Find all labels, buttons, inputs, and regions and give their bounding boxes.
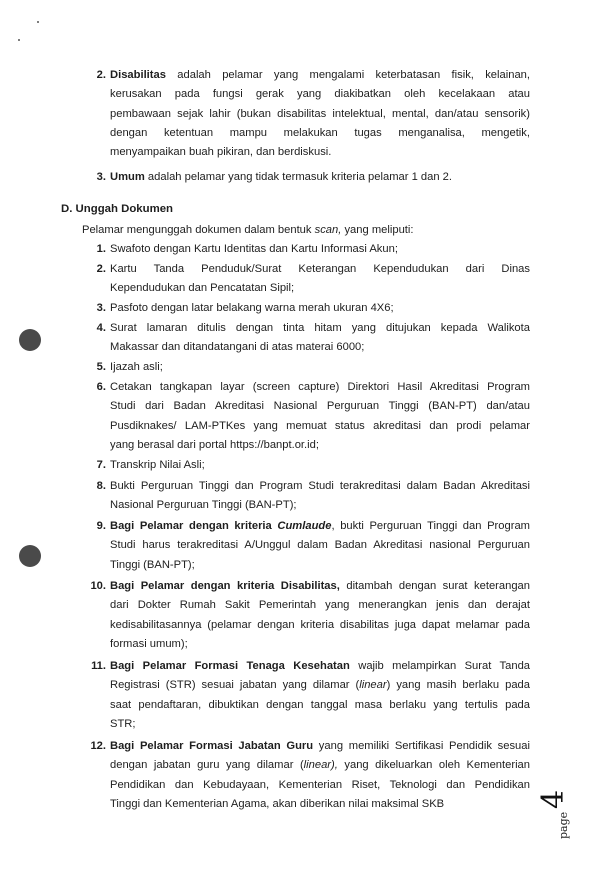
line-text: ditambah dengan surat keterangan <box>339 580 530 592</box>
italic-term: linear <box>359 679 387 692</box>
italic-term: linear), <box>303 759 338 772</box>
list-item-number: 10. <box>90 580 106 592</box>
list-item-line <box>110 579 530 593</box>
list-item-number: 4. <box>96 322 106 334</box>
line-text-after: yang dikeluarkan oleh Kementerian <box>337 759 530 772</box>
line-text: Swafoto dengan Kartu Identitas dan Kartu Informasi Akun; <box>110 243 398 255</box>
line-text: wajib melampirkan Surat Tanda <box>349 660 531 672</box>
section-intro <box>82 223 414 237</box>
line-text: Registrasi (STR) sesuai jabatan yang dilamar ( <box>110 679 360 692</box>
bold-italic-term: Cumlaude <box>277 520 332 532</box>
line-text: Tinggi (BAN-PT); <box>110 558 195 571</box>
list-item-line <box>110 170 452 184</box>
list-item-line <box>110 438 319 452</box>
line-text: kedisabilitasannya (pelamar dengan kriteria disabilitas juga dapat melamar pada <box>110 618 530 631</box>
list-item-line <box>110 758 530 772</box>
list-item-line <box>110 458 205 472</box>
list-item-line <box>110 659 530 673</box>
list-item-line <box>110 479 530 493</box>
punch-hole-bottom <box>19 545 41 567</box>
list-item-number: 8. <box>96 480 106 492</box>
list-item-line <box>110 360 163 374</box>
line-text: , bukti Perguruan Tinggi dan Program <box>331 520 530 532</box>
list-item-line <box>110 519 530 533</box>
line-text: Bukti Perguruan Tinggi dan Program Studi terakreditasi dalam Badan Akreditasi <box>110 480 530 492</box>
list-item-line <box>110 68 530 82</box>
list-item-number: 9. <box>96 520 106 532</box>
scan-speck <box>18 39 20 41</box>
list-item-line <box>110 717 135 731</box>
line-text: dari Dokter Rumah Sakit Pemerintah yang menerangkan jenis dan derajat <box>110 599 530 612</box>
list-item-line <box>110 380 530 394</box>
list-item-line <box>110 558 195 572</box>
line-text: formasi umum); <box>110 637 188 650</box>
line-text: dengan jabatan guru yang dilamar ( <box>110 759 304 772</box>
list-item-number: 12. <box>90 740 106 752</box>
bold-term: Bagi Pelamar Formasi Tenaga Kesehatan <box>110 660 350 672</box>
list-item-number: 6. <box>96 381 106 393</box>
line-text: Surat lamaran ditulis dengan tinta hitam yang ditujukan kepada Walikota <box>110 322 530 334</box>
page-marker-number: 4 <box>536 789 571 809</box>
list-item-line <box>110 340 364 354</box>
line-text-after: ) yang masih berlaku pada <box>386 679 530 692</box>
list-item-line <box>110 618 530 632</box>
scan-speck <box>37 21 39 23</box>
line-text: Kependudukan dan Pencatatan Sipil; <box>110 282 295 295</box>
list-item-line <box>110 87 530 101</box>
list-item-line <box>110 321 530 335</box>
list-item-line <box>110 301 394 315</box>
line-text: Studi dari Badan Akreditasi Nasional Perguruan Tinggi (BAN-PT) dan/atau <box>110 400 530 413</box>
list-item-number: 1. <box>96 243 106 255</box>
line-text: STR; <box>110 717 136 730</box>
bold-term: Umum <box>110 171 145 183</box>
list-item-line <box>110 678 530 692</box>
bold-term: Bagi Pelamar dengan kriteria Disabilitas, <box>110 580 340 592</box>
line-text: Studi harus terakreditasi A/Unggul dalam Badan Akreditasi nasional Perguruan <box>110 539 530 552</box>
line-text: pembawaan sejak lahir (bukan disabilitas intelektual, mental, dan/atau sensorik) <box>110 107 530 120</box>
line-text: Transkrip Nilai Asli; <box>110 459 205 471</box>
list-item-number: 11. <box>91 660 106 672</box>
line-text: Pasfoto dengan latar belakang warna merah ukuran 4X6; <box>110 302 394 314</box>
list-item-line <box>110 778 530 792</box>
line-text: adalah pelamar yang mengalami keterbatasan fisik, kelainan, <box>165 69 530 81</box>
list-item-line <box>110 698 530 712</box>
section-heading: D. Unggah Dokumen <box>61 203 174 215</box>
line-text: menyampaikan buah pikiran, dan berdiskusi. <box>110 146 332 159</box>
list-item-line <box>110 399 530 413</box>
bold-term: Bagi Pelamar Formasi Jabatan Guru <box>110 740 314 752</box>
list-item-line <box>110 637 188 651</box>
line-text: Makassar dan ditandatangani di atas materai 6000; <box>110 341 365 354</box>
list-item-line <box>110 281 294 295</box>
list-item-line <box>110 242 398 256</box>
line-text: Cetakan tangkapan layar (screen capture) Direktori Hasil Akreditasi Program <box>110 381 530 393</box>
list-item-number: 2. <box>96 263 106 275</box>
line-text: Nasional Perguruan Tinggi (BAN-PT); <box>110 499 297 512</box>
bold-term: Disabilitas <box>110 69 166 81</box>
list-item-line <box>110 126 530 140</box>
intro-text: Pelamar mengunggah dokumen dalam bentuk <box>82 224 315 236</box>
line-text: kerusakan pada fungsi gerak yang diakibatkan oleh kecelakaan atau <box>110 88 530 101</box>
line-text: adalah pelamar yang tidak termasuk kriteria pelamar 1 dan 2. <box>144 171 453 183</box>
bold-term: Bagi Pelamar dengan kriteria <box>110 520 278 532</box>
line-text: yang memiliki Sertifikasi Pendidik sesuai <box>313 740 530 752</box>
list-item-line <box>110 419 530 433</box>
list-item-line <box>110 107 530 121</box>
page-marker-word: page <box>557 811 570 839</box>
intro-italic: scan, <box>314 224 342 236</box>
list-item-number: 3. <box>96 171 106 183</box>
punch-hole-top <box>19 329 41 351</box>
list-item-number: 5. <box>96 361 106 373</box>
line-text: saat pendaftaran, dibuktikan dengan tanggal masa berlaku yang tertulis pada <box>110 698 530 711</box>
list-item-number: 2. <box>96 69 106 81</box>
line-text: Pendidikan dan Kebudayaan, Kementerian Riset, Teknologi dan Pendidikan <box>110 778 530 791</box>
list-item-line <box>110 739 530 753</box>
intro-text-after: yang meliputi: <box>341 224 414 236</box>
list-item-line <box>110 797 444 811</box>
list-item-number: 7. <box>96 459 106 471</box>
line-text: Tinggi dan Kementerian Agama, akan diberikan nilai maksimal SKB <box>110 797 445 810</box>
list-item-line <box>110 538 530 552</box>
list-item-line <box>110 262 530 276</box>
line-text: yang berasal dari portal https://banpt.or.id; <box>110 438 319 451</box>
list-item-line <box>110 598 530 612</box>
line-text: dengan ketentuan mampu melakukan tugas menganalisa, mengetik, <box>110 126 530 139</box>
list-item-line <box>110 498 297 512</box>
page-marker <box>536 779 577 839</box>
line-text: Kartu Tanda Penduduk/Surat Keterangan Kependudukan dari Dinas <box>110 263 530 275</box>
line-text: Ijazah asli; <box>110 361 163 373</box>
line-text: Pusdiknakes/ LAM-PTKes yang memuat status akreditasi dan prodi pelamar <box>110 419 530 432</box>
list-item-number: 3. <box>96 302 106 314</box>
list-item-line <box>110 145 331 159</box>
